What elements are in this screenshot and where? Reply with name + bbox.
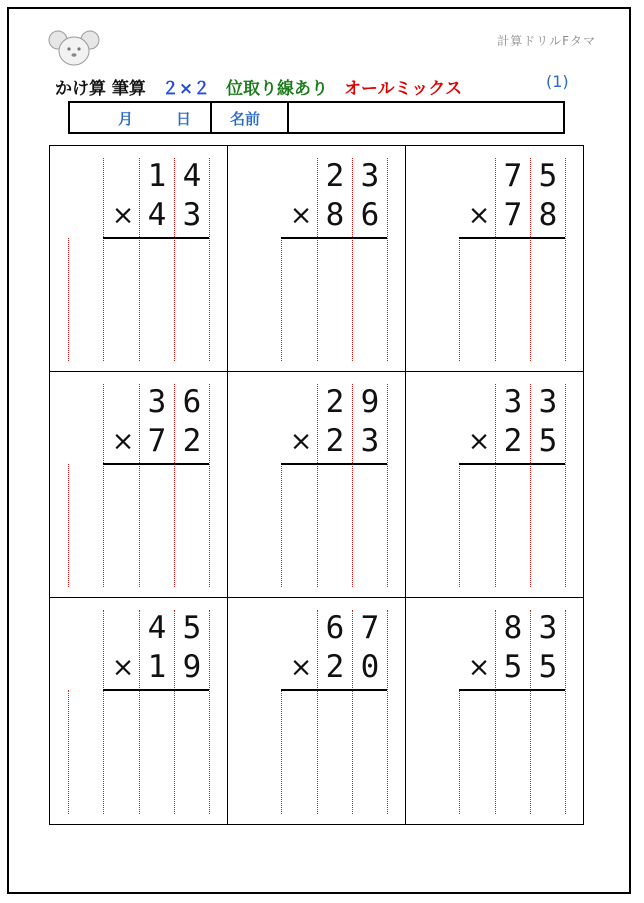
problem-cell <box>50 372 228 598</box>
multiplicand-digit: 3 <box>538 384 558 420</box>
day-label: 日 <box>176 110 192 128</box>
multiplier-digit: 2 <box>325 423 345 459</box>
multiplicand-digit: 3 <box>360 158 380 194</box>
multiply-sign: × <box>111 426 135 457</box>
multiply-sign: × <box>467 652 491 683</box>
multiplicand-digit: 6 <box>182 384 202 420</box>
name-field[interactable] <box>289 103 563 132</box>
answer-area[interactable] <box>281 692 387 814</box>
place-value-guide-line <box>68 690 69 814</box>
multiplier-digit: 9 <box>182 649 202 685</box>
place-value-guide-line <box>209 610 210 814</box>
title-operation: かけ算 筆算 <box>55 79 146 99</box>
multiplier-digit: 8 <box>538 197 558 233</box>
answer-area[interactable] <box>281 466 387 587</box>
answer-rule <box>459 463 565 465</box>
multiplicand-digit: 2 <box>325 158 345 194</box>
answer-area[interactable] <box>281 240 387 361</box>
multiply-sign: × <box>111 200 135 231</box>
worksheet-title <box>55 74 472 99</box>
multiplicand-digit: 3 <box>503 384 523 420</box>
answer-area[interactable] <box>103 692 209 814</box>
multiply-sign: × <box>467 426 491 457</box>
answer-rule <box>281 237 387 239</box>
place-value-guide-line <box>209 384 210 587</box>
title-mix: オールミックス <box>343 79 463 99</box>
answer-rule <box>103 463 209 465</box>
problem-cell <box>406 146 583 372</box>
name-label-cell <box>212 103 289 132</box>
answer-rule <box>103 689 209 691</box>
answer-rule <box>281 463 387 465</box>
multiplicand-digit: 4 <box>182 158 202 194</box>
multiplier-digit: 3 <box>182 197 202 233</box>
multiplier-digit: 7 <box>147 423 167 459</box>
problem-cell <box>228 372 406 598</box>
multiplicand-digit: 2 <box>325 384 345 420</box>
name-date-box <box>68 101 565 134</box>
multiply-sign: × <box>111 652 135 683</box>
multiplier-digit: 3 <box>360 423 380 459</box>
answer-area[interactable] <box>103 466 209 587</box>
multiply-sign: × <box>289 200 313 231</box>
multiplicand-digit: 9 <box>360 384 380 420</box>
problem-cell <box>406 372 583 598</box>
month-label: 月 <box>118 110 134 128</box>
site-name: 計算ドリルFタマ <box>497 34 596 48</box>
multiplier-digit: 2 <box>182 423 202 459</box>
problem-cell <box>406 598 583 824</box>
multiplier-digit: 8 <box>325 197 345 233</box>
multiplicand-digit: 7 <box>503 158 523 194</box>
multiplier-digit: 2 <box>503 423 523 459</box>
answer-area[interactable] <box>103 240 209 361</box>
multiplier-digit: 6 <box>360 197 380 233</box>
problem-cell <box>228 598 406 824</box>
multiplicand-digit: 7 <box>360 610 380 646</box>
multiplicand-digit: 4 <box>147 610 167 646</box>
multiplicand-digit: 5 <box>538 158 558 194</box>
place-value-guide-line <box>68 238 69 361</box>
answer-rule <box>103 237 209 239</box>
place-value-guide-line <box>68 464 69 587</box>
multiplier-digit: 0 <box>360 649 380 685</box>
answer-rule <box>459 689 565 691</box>
title-digits: ２×２ <box>161 79 211 99</box>
multiplicand-digit: 6 <box>325 610 345 646</box>
multiplicand-digit: 1 <box>147 158 167 194</box>
title-guides: 位取り線あり <box>226 79 329 99</box>
multiplicand-digit: 8 <box>503 610 523 646</box>
answer-rule <box>459 237 565 239</box>
multiply-sign: × <box>289 426 313 457</box>
answer-area[interactable] <box>459 240 565 361</box>
problem-cell <box>228 146 406 372</box>
multiplier-digit: 1 <box>147 649 167 685</box>
multiply-sign: × <box>467 200 491 231</box>
multiplier-digit: 5 <box>538 423 558 459</box>
problem-grid <box>49 145 584 825</box>
problem-cell <box>50 146 228 372</box>
multiplicand-digit: 5 <box>182 610 202 646</box>
date-field[interactable] <box>70 103 212 132</box>
multiplier-digit: 5 <box>503 649 523 685</box>
answer-area[interactable] <box>459 692 565 814</box>
multiplicand-digit: 3 <box>538 610 558 646</box>
answer-area[interactable] <box>459 466 565 587</box>
multiplier-digit: 4 <box>147 197 167 233</box>
sheet-number: (1) <box>546 72 569 91</box>
mouse-logo-icon <box>48 28 100 68</box>
multiplier-digit: 5 <box>538 649 558 685</box>
answer-rule <box>281 689 387 691</box>
name-label: 名前 <box>230 110 261 128</box>
multiply-sign: × <box>289 652 313 683</box>
place-value-guide-line <box>209 158 210 361</box>
multiplier-digit: 2 <box>325 649 345 685</box>
multiplier-digit: 7 <box>503 197 523 233</box>
multiplicand-digit: 3 <box>147 384 167 420</box>
problem-cell <box>50 598 228 824</box>
